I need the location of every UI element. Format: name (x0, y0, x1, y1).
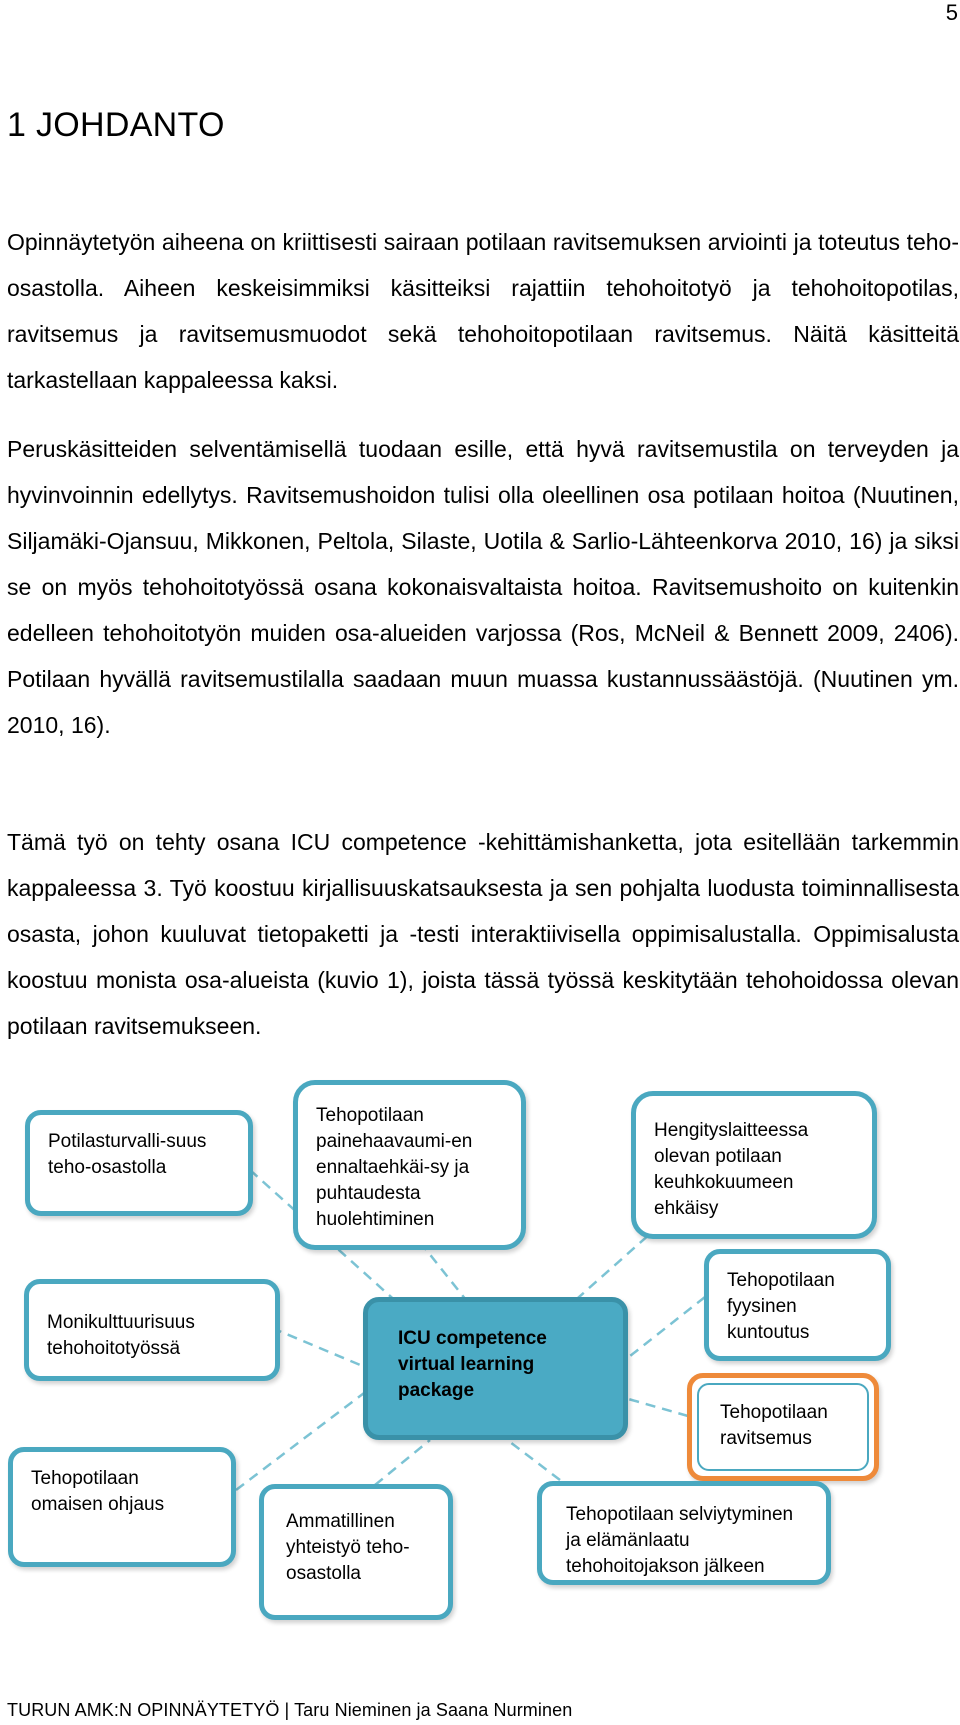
node-label: Tehopotilaan painehaavaumi-en ennaltaehkäi-sy ja puhtaudesta huolehtiminen (316, 1105, 473, 1230)
node-ravitsemus (687, 1373, 879, 1481)
page-number: 5 (945, 0, 958, 25)
paragraph-intro: Opinnäytetyön aiheena on kriittisesti sairaan potilaan ravitsemuksen arviointi ja toteutus teho-osastolla. Aiheen keskeisimmiksi käsitteiksi rajattiin tehohoitotyö ja tehohoitopotilas, ravitsemus ja ravitsemusmuodot sekä tehohoitopotilaan ravitsemus. Näitä käsitteitä tarkastellaan kappaleessa kaksi. (7, 229, 959, 393)
connector-painehaavaumat (420, 1242, 470, 1305)
node-label: Potilasturvalli-suus teho-osastolla (48, 1131, 207, 1178)
node-label: Tehopotilaan ravitsemus (720, 1402, 828, 1449)
highlight-inner-border (697, 1383, 869, 1471)
node-label: Hengityslaitteessa olevan potilaan keuhkokuumeen ehkäisy (654, 1120, 809, 1219)
footer: TURUN AMK:N OPINNÄYTETYÖ | Taru Nieminen ja Saana Nurminen (7, 1700, 573, 1720)
node-label: Monikulttuurisuus tehohoitotyössä (47, 1312, 195, 1359)
node-kuntoutus (704, 1249, 891, 1361)
connector-ravitsemus (625, 1398, 688, 1416)
paragraph-basics: Peruskäsitteiden selventämisellä tuodaan esille, että hyvä ravitsemustila on terveyden ja hyvinvoinnin edellytys. Ravitsemushoidon tulisi olla oleellinen osa potilaan hoitoa (Nuutinen, Siljamäki-Ojansuu, Mikkonen, Peltola, Silaste, Uotila & Sarlio-Lähteenkorva 2010, 16) ja siksi se on myös tehohoitotyössä osana kokonaisvaltaista hoitoa. Ravitsemushoito on kuitenkin edelleen tehohoitotyön muiden osa-alueiden varjossa (Ros, McNeil & Bennett 2009, 2406). Potilaan hyvällä ravitsemustilalla saadaan muun muassa kustannussäästöjä. (Nuutinen ym. 2010, 16). (7, 436, 959, 738)
node-label: Tehopotilaan fyysinen kuntoutus (727, 1270, 835, 1343)
connector-kuntoutus (625, 1297, 705, 1360)
node-monikulttuurisuus (24, 1279, 280, 1381)
node-potilasturvallisuus (25, 1110, 253, 1216)
node-center-icu-competence (363, 1297, 628, 1440)
node-painehaavaumat (293, 1080, 526, 1250)
node-hengityslaite (631, 1091, 877, 1239)
connector-yhteistyo (375, 1440, 430, 1485)
node-label: Tehopotilaan selviytyminen ja elämänlaatu tehohoitojakson jälkeen (566, 1504, 794, 1577)
node-omainen (8, 1447, 236, 1567)
learning-package-diagram (0, 1080, 960, 1620)
connector-omainen (236, 1390, 368, 1490)
center-label: ICU competence virtual learning package (398, 1328, 547, 1401)
node-label: Ammatillinen yhteistyö teho-osastolla (286, 1511, 410, 1584)
connector-selviytyminen (510, 1442, 560, 1480)
node-yhteistyo (259, 1484, 453, 1620)
node-label: Tehopotilaan omaisen ohjaus (31, 1468, 165, 1515)
paragraph-project: Tämä työ on tehty osana ICU competence -kehittämishanketta, jota esitellään tarkemmin kappaleessa 3. Työ koostuu kirjallisuuskatsauksesta ja sen pohjalta luodusta toiminnallisesta osasta, johon kuuluvat tietopaketti ja -testi interaktiivisella oppimisalustalla. Oppimisalusta koostuu monista osa-alueista (kuvio 1), joista tässä työssä keskitytään tehohoidossa olevan potilaan ravitsemukseen. (7, 829, 959, 1039)
chapter-heading: 1 JOHDANTO (7, 106, 225, 144)
node-selviytyminen (537, 1481, 831, 1585)
connector-monikulttuurisuus (272, 1328, 365, 1367)
